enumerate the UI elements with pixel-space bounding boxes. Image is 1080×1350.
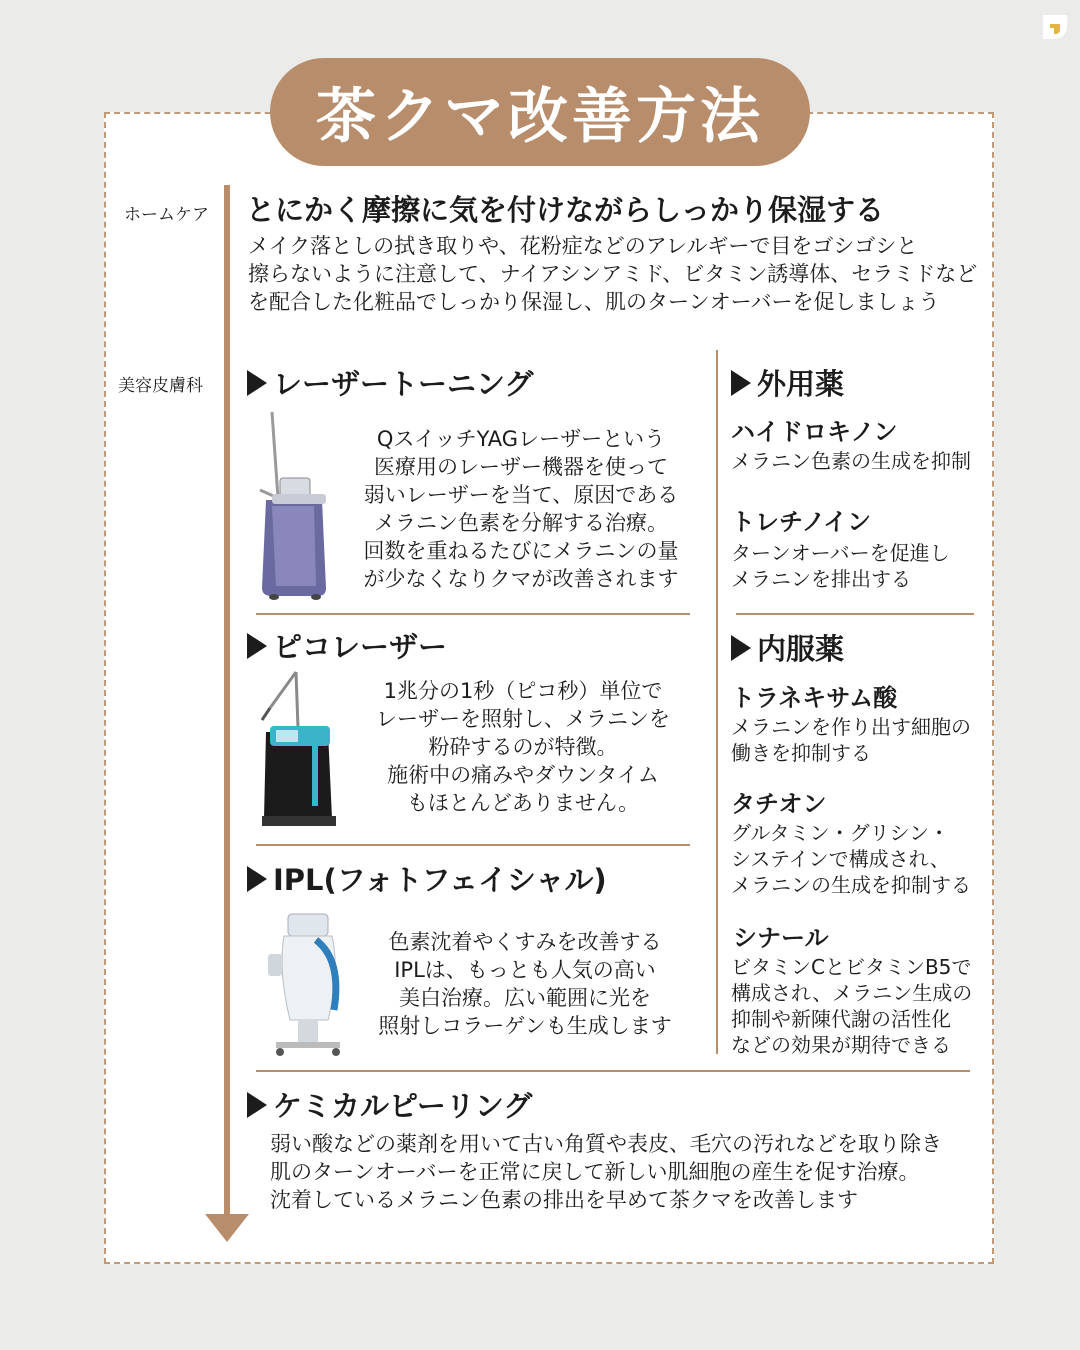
ipl-machine-image <box>258 910 356 1060</box>
drug-description <box>731 820 991 898</box>
page-title: 茶クマ改善方法 <box>270 58 810 166</box>
laser-toning-title <box>247 362 533 403</box>
home-care-line: 擦らないように注意して、ナイアシンアミド、ビタミン誘導体、セラミドなど <box>248 262 978 286</box>
pico-laser-description <box>356 677 690 817</box>
drug-description <box>731 448 991 474</box>
description-line: が少なくなりクマが改善されます <box>363 567 679 591</box>
section-divider <box>256 613 690 615</box>
drug-description-line: 抑制や新陳代謝の活性化 <box>731 1007 951 1031</box>
triangle-bullet-icon <box>731 635 751 661</box>
home-care-label: ホームケア <box>124 205 209 225</box>
chemical-peeling-description <box>270 1130 990 1214</box>
drug-name-tretinoin: トレチノイン <box>731 508 872 536</box>
description-line: 色素沈着やくすみを改善する <box>388 930 662 954</box>
drug-name-tathion: タチオン <box>731 790 827 818</box>
description-line: 照射しコラーゲンも生成します <box>378 1014 672 1038</box>
laser-toning-description <box>346 425 696 593</box>
pico-laser-title <box>247 625 447 666</box>
home-care-line: メイク落としの拭き取りや、花粉症などのアレルギーで目をゴシゴシと <box>248 234 918 258</box>
drug-description-line: メラニンの生成を抑制する <box>731 873 971 897</box>
description-line: IPLは、もっとも人気の高い <box>394 958 656 982</box>
description-line: 施術中の痛みやダウンタイム <box>387 763 659 787</box>
timeline-arrow-icon <box>205 1214 249 1242</box>
drug-description-line: システインで構成され、 <box>731 847 950 871</box>
drug-description-line: 構成され、メラニン生成の <box>731 981 973 1005</box>
topical-title-text: 外用薬 <box>757 367 845 401</box>
drug-description <box>731 540 991 592</box>
triangle-bullet-icon <box>247 633 267 659</box>
drug-description-line: ビタミンCとビタミンB5で <box>731 955 972 979</box>
drug-description-line: などの効果が期待できる <box>731 1033 951 1057</box>
ipl-title-text: IPL(フォトフェイシャル) <box>273 863 607 897</box>
drug-description-line: ターンオーバーを促進し <box>731 541 950 565</box>
home-care-line: を配合した化粧品でしっかり保湿し、肌のターンオーバーを促しましょう <box>248 290 940 314</box>
drug-description-line: メラニンを排出する <box>731 567 911 591</box>
laser-toning-machine-image <box>250 408 336 603</box>
description-line: 粉砕するのが特徴。 <box>428 735 618 759</box>
triangle-bullet-icon <box>247 370 267 396</box>
description-line: 1兆分の1秒（ピコ秒）単位で <box>383 679 663 703</box>
section-divider <box>736 613 974 615</box>
topical-title <box>731 362 844 403</box>
drug-description-line: 働きを抑制する <box>731 741 871 765</box>
drug-name-tranexamic-acid: トラネキサム酸 <box>731 684 898 712</box>
home-care-heading: とにかく摩擦に気を付けながらしっかり保湿する <box>246 193 885 227</box>
drug-name-cinal: シナール <box>733 924 829 952</box>
drug-description <box>731 954 991 1058</box>
clinic-label: 美容皮膚科 <box>118 376 203 396</box>
description-line: もほとんどありません。 <box>406 791 640 815</box>
chemical-peeling-title-text: ケミカルピーリング <box>273 1089 533 1123</box>
home-care-description <box>248 232 988 316</box>
column-divider <box>716 350 718 1054</box>
description-line: QスイッチYAGレーザーという <box>376 427 666 451</box>
brand-logo-icon <box>1040 12 1070 42</box>
ipl-description <box>360 928 690 1040</box>
description-line: レーザーを照射し、メラニンを <box>376 707 670 731</box>
drug-name-hydroquinone: ハイドロキノン <box>731 418 898 446</box>
drug-description <box>731 714 991 766</box>
section-divider <box>256 1070 970 1072</box>
oral-title-text: 内服薬 <box>757 632 845 666</box>
drug-description-line: グルタミン・グリシン・ <box>731 821 950 845</box>
triangle-bullet-icon <box>731 370 751 396</box>
pico-laser-title-text: ピコレーザー <box>273 630 448 664</box>
timeline-line <box>224 185 230 1215</box>
description-line: 弱いレーザーを当て、原因である <box>363 483 679 507</box>
triangle-bullet-icon <box>247 1092 267 1118</box>
description-line: 肌のターンオーバーを正常に戻して新しい肌細胞の産生を促す治療。 <box>270 1160 920 1184</box>
chemical-peeling-title <box>247 1084 532 1125</box>
drug-description-line: メラニンを作り出す細胞の <box>731 715 971 739</box>
triangle-bullet-icon <box>247 866 267 892</box>
drug-description-line: メラニン色素の生成を抑制 <box>731 449 971 473</box>
ipl-title <box>247 858 607 899</box>
description-line: 弱い酸などの薬剤を用いて古い角質や表皮、毛穴の汚れなどを取り除き <box>270 1132 942 1156</box>
description-line: 美白治療。広い範囲に光を <box>399 986 651 1010</box>
description-line: 沈着しているメラニン色素の排出を早めて茶クマを改善します <box>270 1188 858 1212</box>
description-line: 回数を重ねるたびにメラニンの量 <box>363 539 679 563</box>
pico-laser-machine-image <box>252 668 338 830</box>
description-line: 医療用のレーザー機器を使って <box>374 455 668 479</box>
section-divider <box>256 844 690 846</box>
oral-title <box>731 627 844 668</box>
description-line: メラニン色素を分解する治療。 <box>374 511 668 535</box>
laser-toning-title-text: レーザートーニング <box>273 367 534 401</box>
